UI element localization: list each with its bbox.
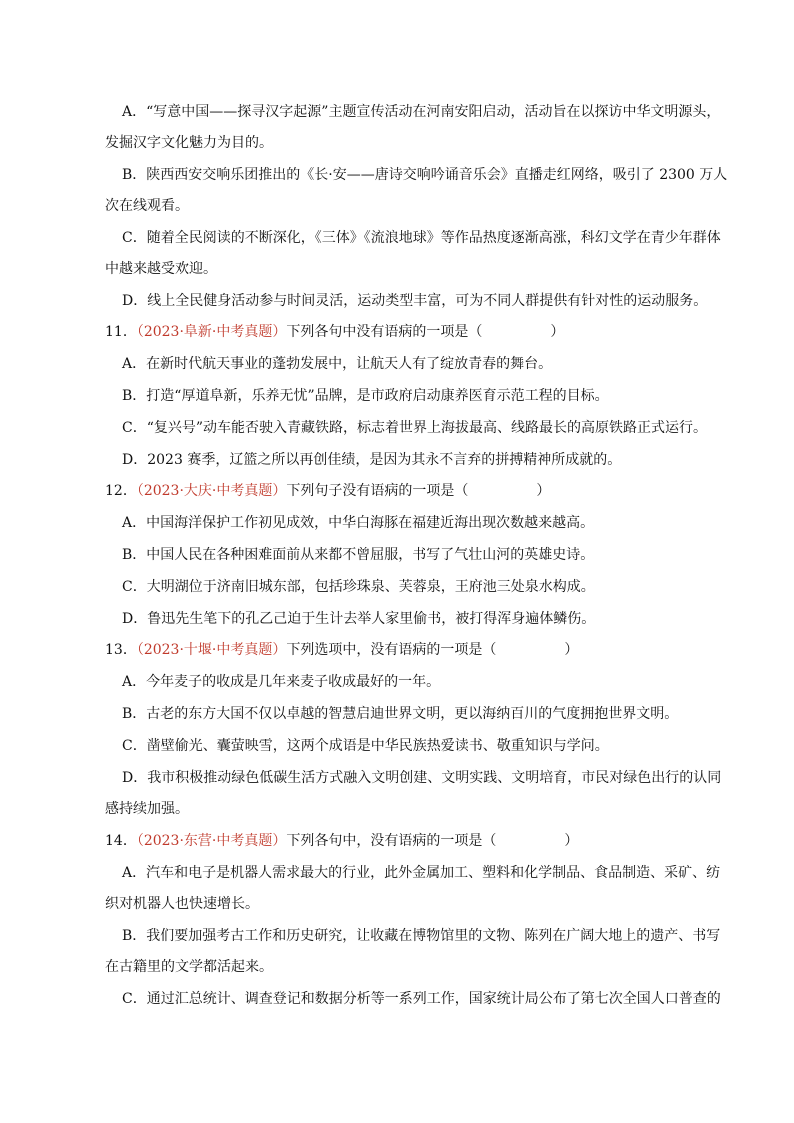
option-line xyxy=(122,292,707,310)
option-text: 随着全民阅读的不断深化，《三体》《流浪地球》等作品热度逐渐高涨，科幻文学在青少年群体 xyxy=(146,230,721,246)
option-continuation: 中越来越受欢迎。 xyxy=(105,261,217,277)
option-line xyxy=(122,737,609,755)
option-text: 大明湖位于济南旧城东部，包括珍珠泉、芙蓉泉，王府池三处泉水构成。 xyxy=(146,579,595,595)
option-label: A． xyxy=(122,865,147,881)
option-text: 鲁迅先生笔下的孔乙己迫于生计去举人家里偷书，被打得浑身遍体鳞伤。 xyxy=(147,611,596,627)
option-text: 中国人民在各种困难面前从来都不曾屈服，书写了气壮山河的英雄史诗。 xyxy=(146,547,595,563)
option-label: D． xyxy=(122,770,148,786)
question-14-stem xyxy=(105,832,578,850)
option-text: 凿壁偷光、囊萤映雪，这两个成语是中华民族热爱读书、敬重知识与学问。 xyxy=(146,738,609,754)
question-stem: 下列各句中，没有语病的一项是（ xyxy=(286,833,497,849)
option-label: B． xyxy=(122,706,147,722)
option-line xyxy=(122,355,552,373)
option-label: B． xyxy=(122,928,147,944)
option-line xyxy=(122,103,720,121)
question-number: 12． xyxy=(105,483,137,499)
option-text: 在新时代航天事业的蓬勃发展中，让航天人有了绽放青春的舞台。 xyxy=(146,356,553,372)
option-label: A． xyxy=(122,674,147,690)
question-12-stem xyxy=(105,482,550,500)
option-text: “复兴号”动车能否驶入青藏铁路，标志着世界上海拔最高、线路最长的高原铁路正式运行。 xyxy=(146,420,708,436)
option-line xyxy=(122,387,609,405)
option-line xyxy=(122,514,594,532)
option-line xyxy=(122,419,707,437)
option-continuation: 在古籍里的文学都活起来。 xyxy=(105,959,273,975)
option-label: A． xyxy=(122,515,147,531)
question-source: （2023·十堰·中考真题） xyxy=(136,642,287,658)
option-label: D． xyxy=(122,611,148,627)
option-label: A． xyxy=(122,356,147,372)
option-line xyxy=(122,673,440,691)
option-label: D． xyxy=(122,293,148,309)
option-line xyxy=(122,546,594,564)
question-source: （2023·东营·中考真题） xyxy=(136,833,287,849)
option-label: C． xyxy=(122,420,147,436)
option-text: 陕西西安交响乐团推出的《长·安——唐诗交响吟诵音乐会》直播走红网络，吸引了 2300 万人 xyxy=(146,167,728,183)
option-label: B． xyxy=(122,547,147,563)
question-stem-close: ） xyxy=(564,642,579,658)
question-11-stem xyxy=(105,323,564,341)
option-text: 汽车和电子是机器人需求最大的行业，此外金属加工、塑料和化学制品、食品制造、采矿、纺 xyxy=(146,865,721,881)
option-text: 2023 赛季，辽篮之所以再创佳绩，是因为其永不言弃的拼搏精神所成就的。 xyxy=(147,452,622,468)
question-number: 14． xyxy=(105,833,137,849)
option-text: 古老的东方大国不仅以卓越的智慧启迪世界文明，更以海纳百川的气度拥抱世界文明。 xyxy=(146,706,679,722)
option-line xyxy=(122,578,595,596)
option-label: B． xyxy=(122,388,147,404)
option-line xyxy=(122,769,721,787)
option-text: 我市积极推动绿色低碳生活方式融入文明创建、文明实践、文明培育，市民对绿色出行的认同 xyxy=(147,770,722,786)
option-text: 我们要加强考古工作和历史研究，让收藏在博物馆里的文物、陈列在广阔大地上的遗产、书写 xyxy=(146,928,721,944)
option-continuation: 发掘汉字文化魅力为目的。 xyxy=(105,135,273,151)
question-stem-close: ） xyxy=(550,324,565,340)
option-line xyxy=(122,705,678,723)
option-line xyxy=(122,990,721,1008)
option-continuation: 织对机器人也快速增长。 xyxy=(105,896,259,912)
option-text: 通过汇总统计、调查登记和数据分析等一系列工作，国家统计局公布了第七次全国人口普查的 xyxy=(146,991,721,1007)
option-label: A． xyxy=(122,104,147,120)
option-label: C． xyxy=(122,230,147,246)
option-label: C． xyxy=(122,579,147,595)
option-continuation: 次在线观看。 xyxy=(105,198,189,214)
question-stem: 下列句子没有语病的一项是（ xyxy=(286,483,469,499)
question-stem-close: ） xyxy=(564,833,579,849)
option-line xyxy=(122,927,720,945)
option-text: 打造“厚道阜新，乐养无忧”品牌，是市政府启动康养医育示范工程的目标。 xyxy=(146,388,609,404)
question-stem: 下列选项中，没有语病的一项是（ xyxy=(286,642,497,658)
question-13-stem xyxy=(105,641,578,659)
option-label: C． xyxy=(122,738,147,754)
question-stem: 下列各句中没有语病的一项是（ xyxy=(286,324,483,340)
option-line xyxy=(122,451,621,469)
option-text: 线上全民健身活动参与时间灵活，运动类型丰富，可为不同人群提供有针对性的运动服务。 xyxy=(147,293,708,309)
option-line xyxy=(122,864,720,882)
option-line xyxy=(122,166,727,184)
option-label: C． xyxy=(122,991,147,1007)
option-line xyxy=(122,229,721,247)
option-continuation: 感持续加强。 xyxy=(105,801,189,817)
option-text: “写意中国——探寻汉字起源”主题宣传活动在河南安阳启动，活动旨在以探访中华文明源头， xyxy=(146,104,721,120)
question-number: 13． xyxy=(105,642,137,658)
question-stem-close: ） xyxy=(536,483,551,499)
option-text: 今年麦子的收成是几年来麦子收成最好的一年。 xyxy=(146,674,441,690)
question-source: （2023·阜新·中考真题） xyxy=(136,324,287,340)
option-label: B． xyxy=(122,167,147,183)
option-text: 中国海洋保护工作初见成效，中华白海豚在福建近海出现次数越来越高。 xyxy=(146,515,595,531)
option-line xyxy=(122,610,595,628)
question-source: （2023·大庆·中考真题） xyxy=(136,483,287,499)
option-label: D． xyxy=(122,452,148,468)
question-number: 11． xyxy=(105,324,137,340)
